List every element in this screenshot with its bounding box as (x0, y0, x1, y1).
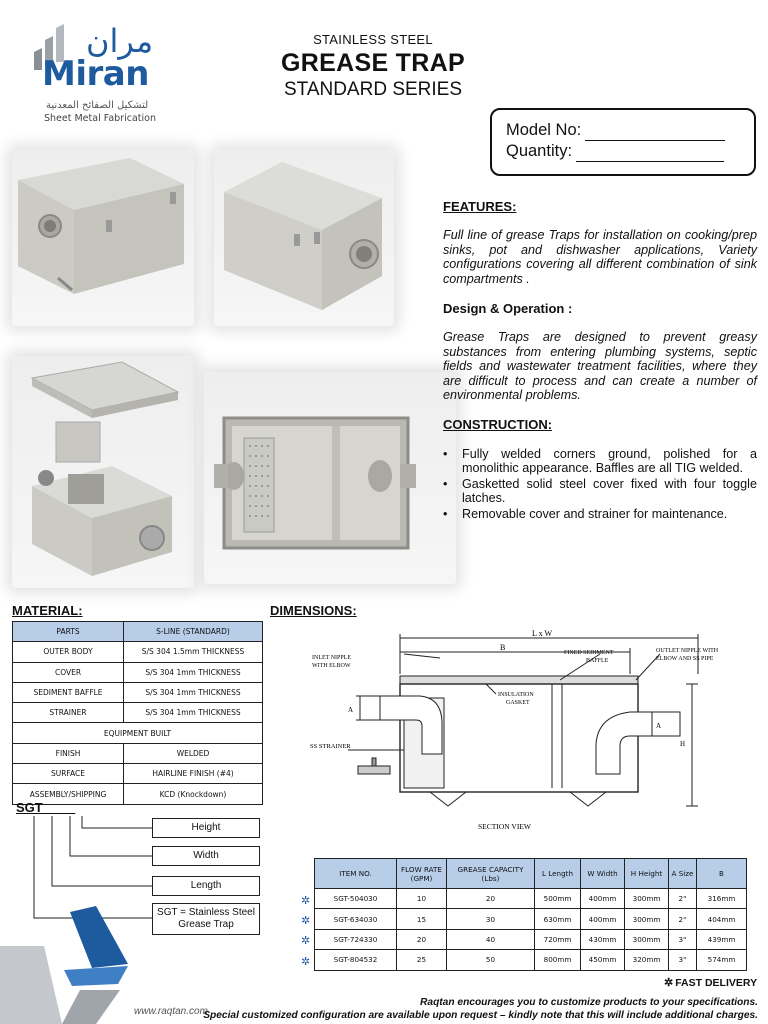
table-cell: ASSEMBLY/SHIPPING (13, 784, 124, 804)
label-gasket: INSULATION (498, 692, 534, 698)
label-inlet: INLET NIPPLE (312, 655, 352, 661)
quantity-field[interactable] (576, 148, 724, 162)
label-section-view: SECTION VIEW (478, 822, 531, 831)
model-number-line (506, 120, 754, 141)
page-supertitle: STAINLESS STEEL (313, 32, 433, 47)
table-row (13, 764, 263, 784)
design-text: Grease Traps are designed to prevent greasy substances from entering plumbing systems, septic fields and wastewater treatment facilities, where they are difficult to process and can create a number of environmental problems. (443, 330, 757, 403)
table-header-row (315, 859, 747, 889)
label-b: B (500, 643, 506, 652)
table-cell: 430mm (581, 929, 625, 949)
title-block (268, 32, 478, 101)
fast-delivery-badge (664, 976, 757, 989)
table-cell: 450mm (581, 950, 625, 970)
table-cell: 3" (669, 950, 697, 970)
table-cell: STRAINER (13, 703, 124, 723)
table-cell: OUTER BODY (13, 642, 124, 662)
table-cell: 15 (397, 909, 447, 929)
construction-item: • Removable cover and strainer for maintenance. (443, 507, 757, 521)
fast-delivery-text: FAST DELIVERY (675, 977, 758, 989)
table-cell: SGT-724330 (315, 929, 397, 949)
footer-note-line: Special customized configuration are available upon request – kindly note that this will include additional charges. (203, 1010, 758, 1021)
table-row (13, 682, 263, 702)
code-height-label: Height (152, 818, 260, 838)
table-row (13, 703, 263, 723)
model-code: SGT _ _ _ (16, 800, 76, 815)
table-cell: 10 (397, 889, 447, 909)
table-cell: 574mm (697, 950, 747, 970)
table-header-cell: B (697, 859, 747, 889)
table-cell: 320mm (625, 950, 669, 970)
table-cell: 50 (447, 950, 535, 970)
table-cell: SURFACE (13, 764, 124, 784)
star-icon: ✲ (301, 934, 311, 947)
table-span-row (13, 723, 263, 743)
table-cell: 800mm (535, 950, 581, 970)
product-photo-back (214, 150, 394, 326)
code-width-label: Width (152, 846, 260, 866)
features-section (443, 200, 757, 522)
table-header-cell: L Length (535, 859, 581, 889)
construction-list (443, 447, 757, 521)
quantity-line (506, 141, 754, 162)
label-outlet-2: ELBOW AND SS PIPE (656, 656, 714, 662)
table-cell: 630mm (535, 909, 581, 929)
table-cell: SEDIMENT BAFFLE (13, 682, 124, 702)
page-title: GREASE TRAP (281, 49, 465, 77)
table-cell: 720mm (535, 929, 581, 949)
table-cell: FINISH (13, 743, 124, 763)
table-cell: 439mm (697, 929, 747, 949)
table-cell: 500mm (535, 889, 581, 909)
table-header-cell: PARTS (13, 622, 124, 642)
star-icon: ✲ (301, 894, 311, 907)
brand-tagline-arabic: لتشكيل الصفائح المعدنية (46, 100, 149, 111)
label-lxw: L x W (532, 629, 552, 638)
table-cell: 400mm (581, 909, 625, 929)
table-header-cell: S-LINE (STANDARD) (124, 622, 263, 642)
brand-name: Miran (42, 54, 149, 94)
table-cell: S/S 304 1mm THICKNESS (124, 682, 263, 702)
table-row (315, 950, 747, 970)
table-header-cell: FLOW RATE (GPM) (397, 859, 447, 889)
construction-item: • Fully welded corners ground, polished for a monolithic appearance. Baffles are all TIG welded. (443, 447, 757, 476)
table-header-cell: GREASE CAPACITY (Lbs) (447, 859, 535, 889)
table-cell: S/S 304 1.5mm THICKNESS (124, 642, 263, 662)
code-sgt-label: SGT = Stainless Steel Grease Trap (152, 903, 260, 935)
table-header-row (13, 622, 263, 642)
brand-logo (28, 14, 178, 126)
table-cell: HAIRLINE FINISH (#4) (124, 764, 263, 784)
dimensions-drawing (300, 624, 760, 840)
features-text: Full line of grease Traps for installation on cooking/prep sinks, pot and dishwasher applications, Variety configurations covering all different combination of sink compartments . (443, 228, 757, 286)
footer-note-line: Raqtan encourages you to customize products to your specifications. (420, 997, 758, 1008)
page-subtitle: STANDARD SERIES (283, 79, 463, 100)
table-cell: 400mm (581, 889, 625, 909)
star-icon: ✲ (301, 914, 311, 927)
label-sediment-2: BAFFLE (586, 658, 609, 664)
table-cell: KCD (Knockdown) (124, 784, 263, 804)
table-row (13, 662, 263, 682)
star-icon: ✲ (301, 955, 311, 968)
table-row (13, 642, 263, 662)
table-row (315, 929, 747, 949)
label-strainer: SS STRAINER (310, 743, 351, 750)
material-heading: MATERIAL: (12, 603, 83, 618)
model-number-label: Model No: (506, 121, 582, 139)
table-cell: 316mm (697, 889, 747, 909)
code-length-label: Length (152, 876, 260, 896)
table-cell: S/S 304 1mm THICKNESS (124, 703, 263, 723)
table-cell: 300mm (625, 929, 669, 949)
label-h: H (680, 740, 686, 748)
table-cell: 25 (397, 950, 447, 970)
dimensions-heading: DIMENSIONS: (270, 603, 357, 618)
table-header-cell: H Height (625, 859, 669, 889)
table-cell: COVER (13, 662, 124, 682)
construction-item: • Gasketted solid steel cover fixed with four toggle latches. (443, 477, 757, 506)
table-cell: 2" (669, 889, 697, 909)
website-link[interactable]: www.raqtan.com (134, 1006, 208, 1017)
table-cell: 30 (447, 909, 535, 929)
table-cell: SGT-634030 (315, 909, 397, 929)
footer-note (198, 996, 758, 1022)
product-photo-top-view (204, 372, 456, 584)
label-outlet: OUTLET NIPPLE WITH (656, 648, 719, 654)
table-cell: SGT-504030 (315, 889, 397, 909)
table-cell: 300mm (625, 909, 669, 929)
order-box (490, 108, 756, 176)
table-header-cell: A Size (669, 859, 697, 889)
design-heading: Design & Operation : (443, 301, 573, 317)
features-heading: FEATURES: (443, 199, 517, 214)
brand-name-arabic: مران (86, 22, 154, 60)
table-cell: 40 (447, 929, 535, 949)
table-header-cell: ITEM NO. (315, 859, 397, 889)
table-cell: EQUIPMENT BUILT (13, 723, 263, 743)
label-gasket-2: GASKET (506, 700, 530, 706)
label-inlet-2: WITH ELBOW (312, 663, 351, 669)
label-a-right: A (656, 722, 662, 730)
model-number-field[interactable] (585, 127, 725, 141)
section-view-svg (300, 624, 760, 840)
label-sediment: FIXED SEDIMENT (564, 650, 614, 656)
material-table (12, 621, 263, 805)
product-photo-exploded (12, 356, 194, 588)
table-cell: 20 (397, 929, 447, 949)
table-cell: 300mm (625, 889, 669, 909)
table-cell: 3" (669, 929, 697, 949)
table-cell: SGT-804532 (315, 950, 397, 970)
table-cell: 2" (669, 909, 697, 929)
construction-heading: CONSTRUCTION: (443, 417, 553, 433)
table-cell: 404mm (697, 909, 747, 929)
brand-tagline: Sheet Metal Fabrication (44, 113, 156, 124)
table-cell: S/S 304 1mm THICKNESS (124, 662, 263, 682)
label-a-left: A (348, 706, 354, 714)
star-icon: ✲ (664, 977, 674, 989)
table-header-cell: W Width (581, 859, 625, 889)
table-row (315, 909, 747, 929)
table-row (13, 743, 263, 763)
table-cell: WELDED (124, 743, 263, 763)
table-cell: 20 (447, 889, 535, 909)
table-row (315, 889, 747, 909)
quantity-label: Quantity: (506, 142, 573, 160)
product-photo-front (12, 150, 194, 326)
spec-table (314, 858, 747, 971)
